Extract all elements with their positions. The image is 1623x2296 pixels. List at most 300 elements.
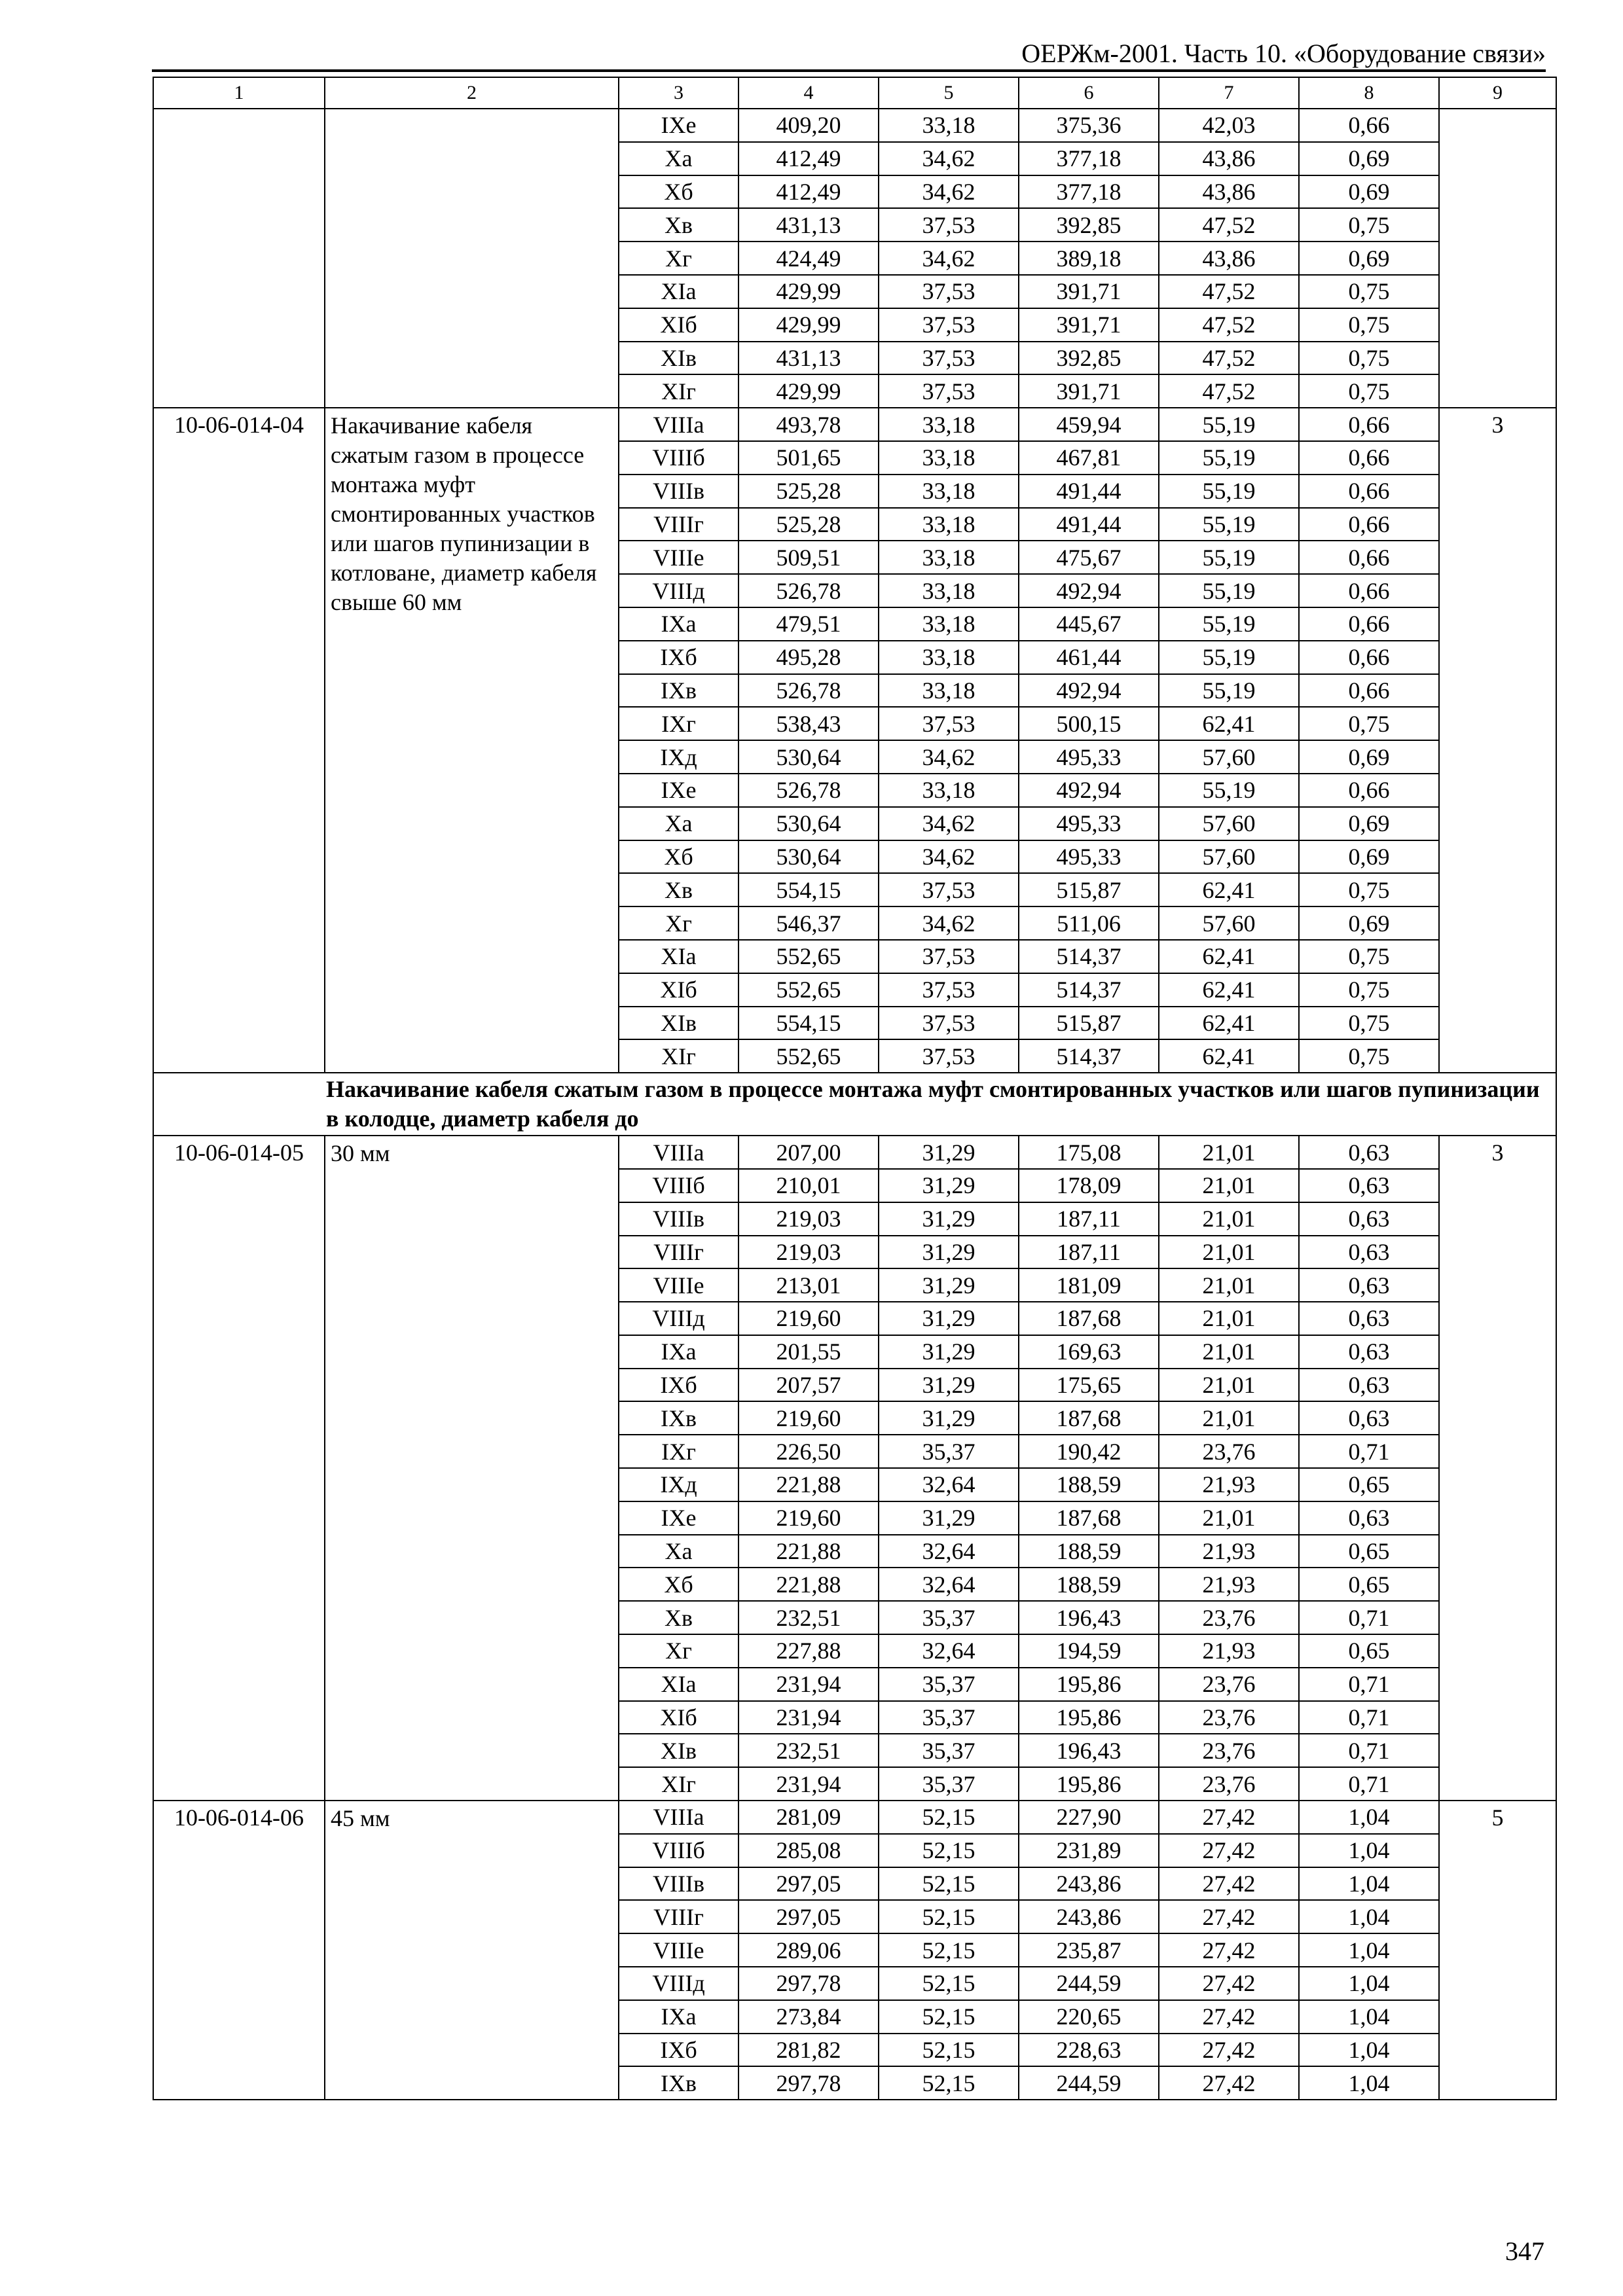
- machinist-wage-cell: 55,19: [1159, 674, 1299, 708]
- total-cost-cell: 525,28: [739, 475, 879, 508]
- price-zone-cell: VIIIг: [619, 1900, 739, 1933]
- price-zone-cell: VIIIд: [619, 574, 739, 607]
- machinist-wage-cell: 62,41: [1159, 940, 1299, 973]
- machine-cost-cell: 195,86: [1019, 1701, 1159, 1734]
- work-description: [325, 109, 619, 408]
- machine-cost-cell: 495,33: [1019, 807, 1159, 840]
- machine-cost-cell: 392,85: [1019, 208, 1159, 242]
- machinist-wage-cell: 57,60: [1159, 906, 1299, 940]
- price-zone-cell: VIIIв: [619, 1202, 739, 1236]
- machinist-wage-cell: 21,01: [1159, 1136, 1299, 1169]
- labor-cost-cell: 37,53: [879, 940, 1019, 973]
- rates-table-body: [153, 77, 1556, 2100]
- rate-code: 10-06-014-05: [153, 1136, 325, 1801]
- machine-cost-cell: 391,71: [1019, 308, 1159, 342]
- materials-cost-cell: 0,63: [1299, 1401, 1439, 1435]
- column-number: 5: [879, 77, 1019, 109]
- machinist-wage-cell: 55,19: [1159, 641, 1299, 674]
- total-cost-cell: 281,09: [739, 1801, 879, 1834]
- labor-cost-cell: 33,18: [879, 109, 1019, 142]
- table-row: [153, 1801, 1556, 1834]
- total-cost-cell: 231,94: [739, 1668, 879, 1701]
- labor-cost-cell: 31,29: [879, 1236, 1019, 1269]
- work-description: 45 мм: [325, 1801, 619, 2100]
- machine-cost-cell: 392,85: [1019, 342, 1159, 375]
- total-cost-cell: 297,78: [739, 1967, 879, 2000]
- labor-cost-cell: 31,29: [879, 1401, 1019, 1435]
- rate-code: 10-06-014-04: [153, 408, 325, 1073]
- machinist-wage-cell: 27,42: [1159, 2000, 1299, 2034]
- machine-cost-cell: 500,15: [1019, 707, 1159, 740]
- labor-cost-cell: 34,62: [879, 807, 1019, 840]
- total-cost-cell: 526,78: [739, 674, 879, 708]
- machine-cost-cell: 377,18: [1019, 142, 1159, 175]
- price-zone-cell: VIIIа: [619, 408, 739, 441]
- labor-cost-cell: 35,37: [879, 1601, 1019, 1634]
- machine-cost-cell: 495,33: [1019, 840, 1159, 874]
- machinist-wage-cell: 27,42: [1159, 1967, 1299, 2000]
- column-9-value: 5: [1439, 1801, 1556, 2100]
- price-zone-cell: VIIIд: [619, 1302, 739, 1335]
- total-cost-cell: 219,60: [739, 1501, 879, 1535]
- machinist-wage-cell: 27,42: [1159, 1933, 1299, 1967]
- labor-cost-cell: 32,64: [879, 1634, 1019, 1668]
- machine-cost-cell: 391,71: [1019, 275, 1159, 308]
- machine-cost-cell: 187,11: [1019, 1202, 1159, 1236]
- machinist-wage-cell: 55,19: [1159, 475, 1299, 508]
- labor-cost-cell: 31,29: [879, 1501, 1019, 1535]
- machine-cost-cell: 514,37: [1019, 973, 1159, 1007]
- machine-cost-cell: 445,67: [1019, 607, 1159, 641]
- machinist-wage-cell: 23,76: [1159, 1668, 1299, 1701]
- total-cost-cell: 431,13: [739, 208, 879, 242]
- materials-cost-cell: 0,69: [1299, 175, 1439, 209]
- materials-cost-cell: 0,75: [1299, 707, 1439, 740]
- labor-cost-cell: 31,29: [879, 1202, 1019, 1236]
- column-9-value: 3: [1439, 408, 1556, 1073]
- materials-cost-cell: 0,63: [1299, 1335, 1439, 1369]
- price-zone-cell: IXе: [619, 1501, 739, 1535]
- labor-cost-cell: 31,29: [879, 1268, 1019, 1302]
- machinist-wage-cell: 43,86: [1159, 242, 1299, 275]
- machinist-wage-cell: 55,19: [1159, 508, 1299, 541]
- column-number: 2: [325, 77, 619, 109]
- price-zone-cell: XIб: [619, 1701, 739, 1734]
- machine-cost-cell: 187,11: [1019, 1236, 1159, 1269]
- total-cost-cell: 501,65: [739, 441, 879, 475]
- materials-cost-cell: 0,63: [1299, 1202, 1439, 1236]
- machine-cost-cell: 195,86: [1019, 1668, 1159, 1701]
- labor-cost-cell: 52,15: [879, 1801, 1019, 1834]
- total-cost-cell: 221,88: [739, 1535, 879, 1568]
- machine-cost-cell: 515,87: [1019, 1007, 1159, 1040]
- price-zone-cell: Xб: [619, 175, 739, 209]
- materials-cost-cell: 0,69: [1299, 840, 1439, 874]
- labor-cost-cell: 37,53: [879, 707, 1019, 740]
- labor-cost-cell: 33,18: [879, 774, 1019, 807]
- price-zone-cell: VIIIг: [619, 1236, 739, 1269]
- total-cost-cell: 552,65: [739, 973, 879, 1007]
- machinist-wage-cell: 21,01: [1159, 1236, 1299, 1269]
- labor-cost-cell: 32,64: [879, 1535, 1019, 1568]
- price-zone-cell: XIв: [619, 1734, 739, 1767]
- materials-cost-cell: 0,69: [1299, 740, 1439, 774]
- materials-cost-cell: 0,75: [1299, 940, 1439, 973]
- price-zone-cell: Xб: [619, 1568, 739, 1601]
- labor-cost-cell: 34,62: [879, 840, 1019, 874]
- total-cost-cell: 232,51: [739, 1601, 879, 1634]
- machinist-wage-cell: 23,76: [1159, 1435, 1299, 1468]
- materials-cost-cell: 0,71: [1299, 1601, 1439, 1634]
- materials-cost-cell: 0,63: [1299, 1302, 1439, 1335]
- labor-cost-cell: 34,62: [879, 175, 1019, 209]
- machinist-wage-cell: 57,60: [1159, 807, 1299, 840]
- materials-cost-cell: 0,63: [1299, 1236, 1439, 1269]
- total-cost-cell: 530,64: [739, 840, 879, 874]
- price-zone-cell: IXб: [619, 1369, 739, 1402]
- materials-cost-cell: 0,63: [1299, 1268, 1439, 1302]
- machine-cost-cell: 492,94: [1019, 674, 1159, 708]
- machine-cost-cell: 244,59: [1019, 1967, 1159, 2000]
- machine-cost-cell: 187,68: [1019, 1501, 1159, 1535]
- materials-cost-cell: 0,71: [1299, 1435, 1439, 1468]
- machine-cost-cell: 243,86: [1019, 1867, 1159, 1901]
- materials-cost-cell: 0,75: [1299, 1007, 1439, 1040]
- total-cost-cell: 219,03: [739, 1202, 879, 1236]
- price-zone-cell: IXв: [619, 2066, 739, 2100]
- labor-cost-cell: 37,53: [879, 308, 1019, 342]
- materials-cost-cell: 0,66: [1299, 408, 1439, 441]
- labor-cost-cell: 37,53: [879, 873, 1019, 906]
- total-cost-cell: 207,57: [739, 1369, 879, 1402]
- total-cost-cell: 538,43: [739, 707, 879, 740]
- labor-cost-cell: 31,29: [879, 1136, 1019, 1169]
- labor-cost-cell: 35,37: [879, 1767, 1019, 1801]
- labor-cost-cell: 33,18: [879, 607, 1019, 641]
- table-row: [153, 408, 1556, 441]
- machine-cost-cell: 187,68: [1019, 1302, 1159, 1335]
- materials-cost-cell: 0,66: [1299, 641, 1439, 674]
- price-zone-cell: XIа: [619, 1668, 739, 1701]
- labor-cost-cell: 37,53: [879, 275, 1019, 308]
- total-cost-cell: 273,84: [739, 2000, 879, 2034]
- machinist-wage-cell: 21,01: [1159, 1202, 1299, 1236]
- total-cost-cell: 530,64: [739, 740, 879, 774]
- labor-cost-cell: 33,18: [879, 408, 1019, 441]
- price-zone-cell: VIIIе: [619, 541, 739, 574]
- materials-cost-cell: 0,71: [1299, 1734, 1439, 1767]
- machine-cost-cell: 195,86: [1019, 1767, 1159, 1801]
- materials-cost-cell: 1,04: [1299, 1933, 1439, 1967]
- machine-cost-cell: 244,59: [1019, 2066, 1159, 2100]
- machinist-wage-cell: 42,03: [1159, 109, 1299, 142]
- total-cost-cell: 231,94: [739, 1767, 879, 1801]
- machinist-wage-cell: 47,52: [1159, 208, 1299, 242]
- total-cost-cell: 297,05: [739, 1867, 879, 1901]
- total-cost-cell: 525,28: [739, 508, 879, 541]
- labor-cost-cell: 52,15: [879, 1867, 1019, 1901]
- labor-cost-cell: 37,53: [879, 208, 1019, 242]
- price-zone-cell: Xв: [619, 208, 739, 242]
- labor-cost-cell: 34,62: [879, 740, 1019, 774]
- labor-cost-cell: 34,62: [879, 242, 1019, 275]
- machine-cost-cell: 243,86: [1019, 1900, 1159, 1933]
- total-cost-cell: 297,05: [739, 1900, 879, 1933]
- price-zone-cell: IXб: [619, 2034, 739, 2067]
- labor-cost-cell: 31,29: [879, 1335, 1019, 1369]
- labor-cost-cell: 52,15: [879, 2000, 1019, 2034]
- labor-cost-cell: 52,15: [879, 2066, 1019, 2100]
- rates-table: [153, 77, 1557, 2100]
- machine-cost-cell: 227,90: [1019, 1801, 1159, 1834]
- price-zone-cell: XIг: [619, 1767, 739, 1801]
- total-cost-cell: 552,65: [739, 1039, 879, 1073]
- machine-cost-cell: 228,63: [1019, 2034, 1159, 2067]
- total-cost-cell: 530,64: [739, 807, 879, 840]
- total-cost-cell: 479,51: [739, 607, 879, 641]
- rate-code: [153, 109, 325, 408]
- materials-cost-cell: 0,65: [1299, 1535, 1439, 1568]
- column-number: 8: [1299, 77, 1439, 109]
- price-zone-cell: VIIIе: [619, 1933, 739, 1967]
- column-9-value: [1439, 109, 1556, 408]
- price-zone-cell: Xа: [619, 1535, 739, 1568]
- materials-cost-cell: 1,04: [1299, 1900, 1439, 1933]
- total-cost-cell: 232,51: [739, 1734, 879, 1767]
- machine-cost-cell: 181,09: [1019, 1268, 1159, 1302]
- machine-cost-cell: 231,89: [1019, 1834, 1159, 1867]
- machinist-wage-cell: 23,76: [1159, 1701, 1299, 1734]
- labor-cost-cell: 33,18: [879, 508, 1019, 541]
- page-number: 347: [1505, 2236, 1544, 2266]
- machine-cost-cell: 495,33: [1019, 740, 1159, 774]
- machinist-wage-cell: 21,93: [1159, 1535, 1299, 1568]
- labor-cost-cell: 35,37: [879, 1701, 1019, 1734]
- table-row: [153, 109, 1556, 142]
- labor-cost-cell: 52,15: [879, 1933, 1019, 1967]
- labor-cost-cell: 31,29: [879, 1369, 1019, 1402]
- total-cost-cell: 493,78: [739, 408, 879, 441]
- materials-cost-cell: 0,75: [1299, 374, 1439, 408]
- materials-cost-cell: 0,75: [1299, 1039, 1439, 1073]
- total-cost-cell: 431,13: [739, 342, 879, 375]
- machinist-wage-cell: 21,01: [1159, 1169, 1299, 1202]
- total-cost-cell: 289,06: [739, 1933, 879, 1967]
- total-cost-cell: 409,20: [739, 109, 879, 142]
- price-zone-cell: IXв: [619, 1401, 739, 1435]
- labor-cost-cell: 34,62: [879, 906, 1019, 940]
- price-zone-cell: VIIIв: [619, 475, 739, 508]
- materials-cost-cell: 0,66: [1299, 109, 1439, 142]
- machine-cost-cell: 188,59: [1019, 1535, 1159, 1568]
- materials-cost-cell: 0,75: [1299, 208, 1439, 242]
- column-9-value: 3: [1439, 1136, 1556, 1801]
- materials-cost-cell: 0,75: [1299, 308, 1439, 342]
- machinist-wage-cell: 21,01: [1159, 1302, 1299, 1335]
- machine-cost-cell: 492,94: [1019, 774, 1159, 807]
- total-cost-cell: 554,15: [739, 1007, 879, 1040]
- machine-cost-cell: 178,09: [1019, 1169, 1159, 1202]
- labor-cost-cell: 33,18: [879, 574, 1019, 607]
- machinist-wage-cell: 47,52: [1159, 308, 1299, 342]
- labor-cost-cell: 35,37: [879, 1435, 1019, 1468]
- machinist-wage-cell: 47,52: [1159, 342, 1299, 375]
- machine-cost-cell: 175,08: [1019, 1136, 1159, 1169]
- labor-cost-cell: 37,53: [879, 374, 1019, 408]
- materials-cost-cell: 0,69: [1299, 807, 1439, 840]
- price-zone-cell: Xв: [619, 873, 739, 906]
- labor-cost-cell: 33,18: [879, 475, 1019, 508]
- machine-cost-cell: 188,59: [1019, 1568, 1159, 1601]
- price-zone-cell: VIIIг: [619, 508, 739, 541]
- total-cost-cell: 429,99: [739, 374, 879, 408]
- labor-cost-cell: 34,62: [879, 142, 1019, 175]
- machine-cost-cell: 196,43: [1019, 1734, 1159, 1767]
- total-cost-cell: 231,94: [739, 1701, 879, 1734]
- price-zone-cell: VIIIб: [619, 441, 739, 475]
- price-zone-cell: Xг: [619, 906, 739, 940]
- materials-cost-cell: 0,69: [1299, 906, 1439, 940]
- machine-cost-cell: 514,37: [1019, 940, 1159, 973]
- machine-cost-cell: 375,36: [1019, 109, 1159, 142]
- machinist-wage-cell: 21,01: [1159, 1369, 1299, 1402]
- price-zone-cell: XIб: [619, 308, 739, 342]
- total-cost-cell: 210,01: [739, 1169, 879, 1202]
- materials-cost-cell: 0,71: [1299, 1668, 1439, 1701]
- section-heading-row: [153, 1073, 1556, 1136]
- machinist-wage-cell: 43,86: [1159, 175, 1299, 209]
- price-zone-cell: VIIIа: [619, 1801, 739, 1834]
- materials-cost-cell: 0,69: [1299, 242, 1439, 275]
- machinist-wage-cell: 47,52: [1159, 275, 1299, 308]
- total-cost-cell: 424,49: [739, 242, 879, 275]
- price-zone-cell: Xа: [619, 142, 739, 175]
- materials-cost-cell: 0,63: [1299, 1136, 1439, 1169]
- total-cost-cell: 207,00: [739, 1136, 879, 1169]
- work-description: 30 мм: [325, 1136, 619, 1801]
- machine-cost-cell: 188,59: [1019, 1468, 1159, 1501]
- price-zone-cell: Xа: [619, 807, 739, 840]
- labor-cost-cell: 33,18: [879, 441, 1019, 475]
- total-cost-cell: 226,50: [739, 1435, 879, 1468]
- machine-cost-cell: 459,94: [1019, 408, 1159, 441]
- price-zone-cell: XIг: [619, 1039, 739, 1073]
- header-rule: [152, 69, 1546, 72]
- price-zone-cell: XIа: [619, 940, 739, 973]
- price-zone-cell: IXб: [619, 641, 739, 674]
- machinist-wage-cell: 27,42: [1159, 1900, 1299, 1933]
- total-cost-cell: 297,78: [739, 2066, 879, 2100]
- price-zone-cell: VIIIд: [619, 1967, 739, 2000]
- machine-cost-cell: 492,94: [1019, 574, 1159, 607]
- total-cost-cell: 412,49: [739, 142, 879, 175]
- machine-cost-cell: 461,44: [1019, 641, 1159, 674]
- work-description: Накачивание кабеля сжатым газом в процессе монтажа муфт смонтированных участков или шагов пупинизации в котловане, диаметр кабеля свыше 60 мм: [325, 408, 619, 1073]
- total-cost-cell: 285,08: [739, 1834, 879, 1867]
- total-cost-cell: 281,82: [739, 2034, 879, 2067]
- materials-cost-cell: 1,04: [1299, 2034, 1439, 2067]
- total-cost-cell: 509,51: [739, 541, 879, 574]
- machinist-wage-cell: 27,42: [1159, 1801, 1299, 1834]
- price-zone-cell: IXа: [619, 2000, 739, 2034]
- materials-cost-cell: 0,66: [1299, 541, 1439, 574]
- labor-cost-cell: 37,53: [879, 342, 1019, 375]
- column-number: 1: [153, 77, 325, 109]
- labor-cost-cell: 33,18: [879, 541, 1019, 574]
- labor-cost-cell: 33,18: [879, 641, 1019, 674]
- materials-cost-cell: 0,63: [1299, 1369, 1439, 1402]
- total-cost-cell: 219,03: [739, 1236, 879, 1269]
- column-number-row: [153, 77, 1556, 109]
- machine-cost-cell: 196,43: [1019, 1601, 1159, 1634]
- machine-cost-cell: 194,59: [1019, 1634, 1159, 1668]
- machinist-wage-cell: 21,01: [1159, 1501, 1299, 1535]
- price-zone-cell: VIIIб: [619, 1834, 739, 1867]
- labor-cost-cell: 52,15: [879, 1967, 1019, 2000]
- machinist-wage-cell: 55,19: [1159, 541, 1299, 574]
- machinist-wage-cell: 27,42: [1159, 2034, 1299, 2067]
- total-cost-cell: 201,55: [739, 1335, 879, 1369]
- machinist-wage-cell: 55,19: [1159, 441, 1299, 475]
- total-cost-cell: 526,78: [739, 574, 879, 607]
- price-zone-cell: IXд: [619, 1468, 739, 1501]
- machinist-wage-cell: 43,86: [1159, 142, 1299, 175]
- total-cost-cell: 552,65: [739, 940, 879, 973]
- page-header-title: ОЕРЖм-2001. Часть 10. «Оборудование связи»: [1021, 39, 1546, 68]
- machinist-wage-cell: 62,41: [1159, 707, 1299, 740]
- machinist-wage-cell: 27,42: [1159, 1834, 1299, 1867]
- total-cost-cell: 412,49: [739, 175, 879, 209]
- machine-cost-cell: 491,44: [1019, 475, 1159, 508]
- price-zone-cell: IXе: [619, 774, 739, 807]
- machinist-wage-cell: 23,76: [1159, 1767, 1299, 1801]
- machinist-wage-cell: 23,76: [1159, 1601, 1299, 1634]
- machine-cost-cell: 175,65: [1019, 1369, 1159, 1402]
- materials-cost-cell: 0,65: [1299, 1468, 1439, 1501]
- price-zone-cell: Xг: [619, 242, 739, 275]
- total-cost-cell: 227,88: [739, 1634, 879, 1668]
- machinist-wage-cell: 62,41: [1159, 1039, 1299, 1073]
- labor-cost-cell: 31,29: [879, 1302, 1019, 1335]
- total-cost-cell: 495,28: [739, 641, 879, 674]
- total-cost-cell: 526,78: [739, 774, 879, 807]
- machinist-wage-cell: 23,76: [1159, 1734, 1299, 1767]
- labor-cost-cell: 35,37: [879, 1734, 1019, 1767]
- materials-cost-cell: 0,75: [1299, 342, 1439, 375]
- total-cost-cell: 219,60: [739, 1401, 879, 1435]
- price-zone-cell: IXд: [619, 740, 739, 774]
- price-zone-cell: XIб: [619, 973, 739, 1007]
- materials-cost-cell: 1,04: [1299, 1967, 1439, 2000]
- materials-cost-cell: 1,04: [1299, 1801, 1439, 1834]
- materials-cost-cell: 0,71: [1299, 1701, 1439, 1734]
- machine-cost-cell: 377,18: [1019, 175, 1159, 209]
- machinist-wage-cell: 62,41: [1159, 873, 1299, 906]
- materials-cost-cell: 0,66: [1299, 508, 1439, 541]
- labor-cost-cell: 37,53: [879, 1007, 1019, 1040]
- total-cost-cell: 546,37: [739, 906, 879, 940]
- machinist-wage-cell: 57,60: [1159, 740, 1299, 774]
- materials-cost-cell: 0,65: [1299, 1634, 1439, 1668]
- materials-cost-cell: 1,04: [1299, 2066, 1439, 2100]
- materials-cost-cell: 0,66: [1299, 441, 1439, 475]
- machinist-wage-cell: 57,60: [1159, 840, 1299, 874]
- materials-cost-cell: 0,69: [1299, 142, 1439, 175]
- labor-cost-cell: 52,15: [879, 1834, 1019, 1867]
- machine-cost-cell: 491,44: [1019, 508, 1159, 541]
- column-number: 7: [1159, 77, 1299, 109]
- price-zone-cell: IXг: [619, 707, 739, 740]
